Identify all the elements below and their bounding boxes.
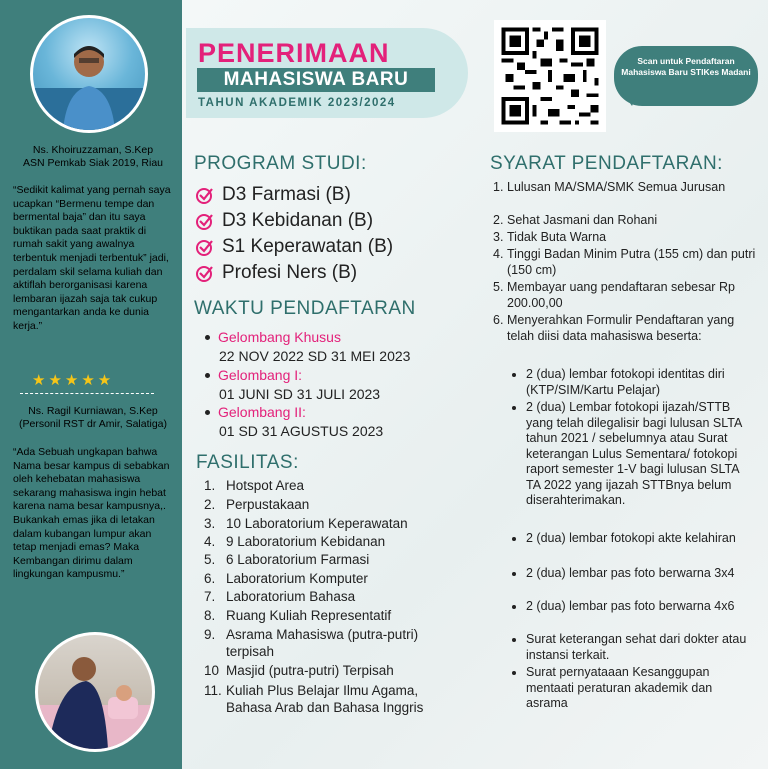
gelombang-date: 01 JUNI SD 31 JULI 2023 bbox=[219, 386, 381, 402]
subitem-text: Surat pernyataaan Kesanggupan mentaati peraturan akademik dan asrama bbox=[526, 665, 713, 710]
alumni-2-name: Ns. Ragil Kurniawan, S.Kep bbox=[28, 405, 158, 417]
syarat-item bbox=[493, 247, 757, 278]
program-item: S1 Keperawatan (B) bbox=[222, 236, 394, 257]
fasilitas-item bbox=[204, 533, 385, 550]
syarat-item bbox=[493, 313, 757, 344]
bullet-icon bbox=[512, 605, 516, 609]
syarat-subitem bbox=[512, 599, 752, 615]
bullet-icon bbox=[205, 410, 210, 415]
alumni-2-quote: “Ada Sebuah ungkapan bahwa Nama besar kampus di sebabkan oleh kehebatan mahasiswa sekarang mahasiswa ingin hebat karena nama besar kampusnya,. Bukankah emas jika di letakan dalam kubangan lumpur akan tetap menjadi emas? Maka Kembangan dirimu dalam lingkungan kampusmu.” bbox=[13, 446, 170, 581]
subitem-text: 2 (dua) lembar pas foto berwarna 3x4 bbox=[526, 566, 735, 580]
subitem-text: Surat keterangan sehat dari dokter atau instansi terkait. bbox=[526, 632, 747, 662]
program-item: Profesi Ners (B) bbox=[222, 262, 358, 283]
fasilitas-item bbox=[204, 662, 394, 679]
alumni-1-name-block bbox=[10, 144, 176, 170]
gelombang-date: 01 SD 31 AGUSTUS 2023 bbox=[219, 423, 384, 439]
bullet-icon bbox=[512, 537, 516, 541]
fasilitas-item bbox=[204, 588, 355, 605]
bullet-icon bbox=[512, 373, 516, 377]
fasilitas-item bbox=[204, 570, 368, 587]
title-line1: PENERIMAAN bbox=[198, 38, 390, 68]
item-text: 10 Laboratorium Keperawatan bbox=[226, 516, 408, 531]
subitem-text: 2 (dua) Lembar fotokopi ijazah/STTB yang telah dilegalisir bagi lulusan SLTA tahun 2021 / sebelumnya atau Surat keterangan Lulus Sementara/ fotokopi raport semester 1-V bagi lulusan SLTA TA 2022 yang ijazah STTBnya belum diserahterimakan. bbox=[526, 400, 742, 507]
syarat-subitem bbox=[512, 400, 752, 509]
alumni-photo-1 bbox=[30, 15, 148, 133]
fasilitas-item bbox=[204, 551, 369, 568]
syarat-subitem bbox=[512, 665, 752, 712]
qr-code-icon[interactable] bbox=[494, 20, 606, 132]
item-text: Hotspot Area bbox=[226, 478, 305, 493]
bullet-icon bbox=[205, 373, 210, 378]
item-number: 1. bbox=[493, 180, 504, 194]
item-number: 1. bbox=[204, 478, 216, 493]
check-icon bbox=[196, 238, 214, 256]
item-number: 6. bbox=[204, 571, 216, 586]
fasilitas-item bbox=[204, 515, 408, 532]
item-text: Laboratorium Bahasa bbox=[226, 589, 356, 604]
item-number: 9. bbox=[204, 627, 216, 642]
program-item: D3 Kebidanan (B) bbox=[222, 210, 374, 231]
gelombang-label: Gelombang Khusus bbox=[218, 329, 341, 345]
fasilitas-item bbox=[204, 607, 391, 624]
alumni-1-name: Ns. Khoiruzzaman, S.Kep bbox=[32, 144, 154, 156]
bullet-icon bbox=[205, 335, 210, 340]
alumni-1-role: ASN Pemkab Siak 2019, Riau bbox=[22, 157, 164, 169]
item-number: 10 bbox=[204, 663, 220, 678]
item-number: 8. bbox=[204, 608, 216, 623]
syarat-subitem bbox=[512, 632, 752, 663]
syarat-subitem bbox=[512, 367, 752, 398]
item-number: 6. bbox=[493, 313, 504, 327]
item-number: 4. bbox=[493, 247, 504, 261]
academic-year: TAHUN AKADEMIK 2023/2024 bbox=[198, 97, 396, 109]
item-text-cont: Bahasa Arab dan Bahasa Inggris bbox=[226, 700, 424, 715]
syarat-subitem bbox=[512, 566, 752, 582]
item-text: Ruang Kuliah Representatif bbox=[226, 608, 392, 623]
fasilitas-item bbox=[204, 477, 304, 494]
syarat-heading: SYARAT PENDAFTARAN: bbox=[490, 153, 723, 174]
item-text-cont: terpisah bbox=[226, 644, 275, 659]
gelombang-label: Gelombang II: bbox=[218, 404, 306, 420]
bullet-icon bbox=[512, 671, 516, 675]
item-text: Sehat Jasmani dan Rohani bbox=[507, 213, 658, 227]
bullet-icon bbox=[512, 638, 516, 642]
item-text: Menyerahkan Formulir Pendaftaran yang telah diisi data mahasiswa beserta: bbox=[507, 313, 735, 343]
alumni-2-role: (Personil RST dr Amir, Salatiga) bbox=[18, 418, 168, 430]
check-icon bbox=[196, 212, 214, 230]
alumni-photo-2 bbox=[35, 632, 155, 752]
fasilitas-item bbox=[204, 682, 423, 716]
item-number: 4. bbox=[204, 534, 216, 549]
fasilitas-item bbox=[204, 496, 309, 513]
item-text: Perpustakaan bbox=[226, 497, 310, 512]
syarat-item bbox=[493, 280, 757, 311]
item-text: 6 Laboratorium Farmasi bbox=[226, 552, 370, 567]
fasilitas-heading: FASILITAS: bbox=[196, 452, 299, 473]
item-text: Lulusan MA/SMA/SMK Semua Jurusan bbox=[507, 180, 726, 194]
syarat-item bbox=[493, 213, 757, 229]
item-number: 3. bbox=[204, 516, 216, 531]
title-line2: MAHASISWA BARU bbox=[197, 68, 435, 92]
item-number: 5. bbox=[204, 552, 216, 567]
item-number: 5. bbox=[493, 280, 504, 294]
waktu-heading: WAKTU PENDAFTARAN bbox=[194, 298, 416, 319]
item-text: Tidak Buta Warna bbox=[507, 230, 607, 244]
subitem-text: 2 (dua) lembar pas foto berwarna 4x6 bbox=[526, 599, 735, 613]
scan-callout: Scan untuk Pendaftaran Mahasiswa Baru STIKes Madani bbox=[614, 46, 758, 106]
item-text: Kuliah Plus Belajar Ilmu Agama, bbox=[226, 683, 419, 698]
item-text: Asrama Mahasiswa (putra-putri) bbox=[226, 627, 419, 642]
fasilitas-item bbox=[204, 626, 418, 660]
alumni-2-name-block bbox=[10, 405, 176, 431]
item-number: 7. bbox=[204, 589, 216, 604]
bullet-icon bbox=[512, 406, 516, 410]
bullet-icon bbox=[512, 572, 516, 576]
syarat-item bbox=[493, 230, 757, 246]
syarat-subitem bbox=[512, 531, 752, 547]
item-number: 11. bbox=[204, 683, 222, 698]
item-number: 2. bbox=[204, 497, 216, 512]
item-number: 2. bbox=[493, 213, 504, 227]
item-text: Membayar uang pendaftaran sebesar Rp 200.00,00 bbox=[507, 280, 735, 310]
item-number: 3. bbox=[493, 230, 504, 244]
gelombang-date: 22 NOV 2022 SD 31 MEI 2023 bbox=[219, 348, 411, 364]
program-heading: PROGRAM STUDI: bbox=[194, 153, 367, 174]
item-text: 9 Laboratorium Kebidanan bbox=[226, 534, 386, 549]
alumni-1-quote: “Sedikit kalimat yang pernah saya ucapkan “Bermenu tempe dan bermental baja” dan itu saya buktikan pada saat praktik di rumah sakit yang awalnya terbentuk menjadi terbentuk” jadi, perdalam skil selama kuliah dan aktiflah berorganisasi karena lembaran ijazah saja tak cukup mengantarkan anda ke dunia kerja.” bbox=[13, 184, 171, 332]
gelombang-label: Gelombang I: bbox=[218, 367, 303, 383]
subitem-text: 2 (dua) lembar fotokopi akte kelahiran bbox=[526, 531, 736, 545]
syarat-item bbox=[493, 180, 757, 196]
subitem-text: 2 (dua) lembar fotokopi identitas diri (KTP/SIM/Kartu Pelajar) bbox=[526, 367, 725, 397]
item-text: Laboratorium Komputer bbox=[226, 571, 368, 586]
item-text: Masjid (putra-putri) Terpisah bbox=[226, 663, 394, 678]
divider bbox=[20, 393, 154, 394]
item-text: Tinggi Badan Minim Putra (155 cm) dan putri (150 cm) bbox=[507, 247, 756, 277]
scan-callout-tail bbox=[622, 92, 638, 106]
check-icon bbox=[196, 186, 214, 204]
program-item: D3 Farmasi (B) bbox=[222, 184, 351, 205]
check-icon bbox=[196, 264, 214, 282]
rating-stars: ★★★★★ bbox=[32, 372, 115, 389]
